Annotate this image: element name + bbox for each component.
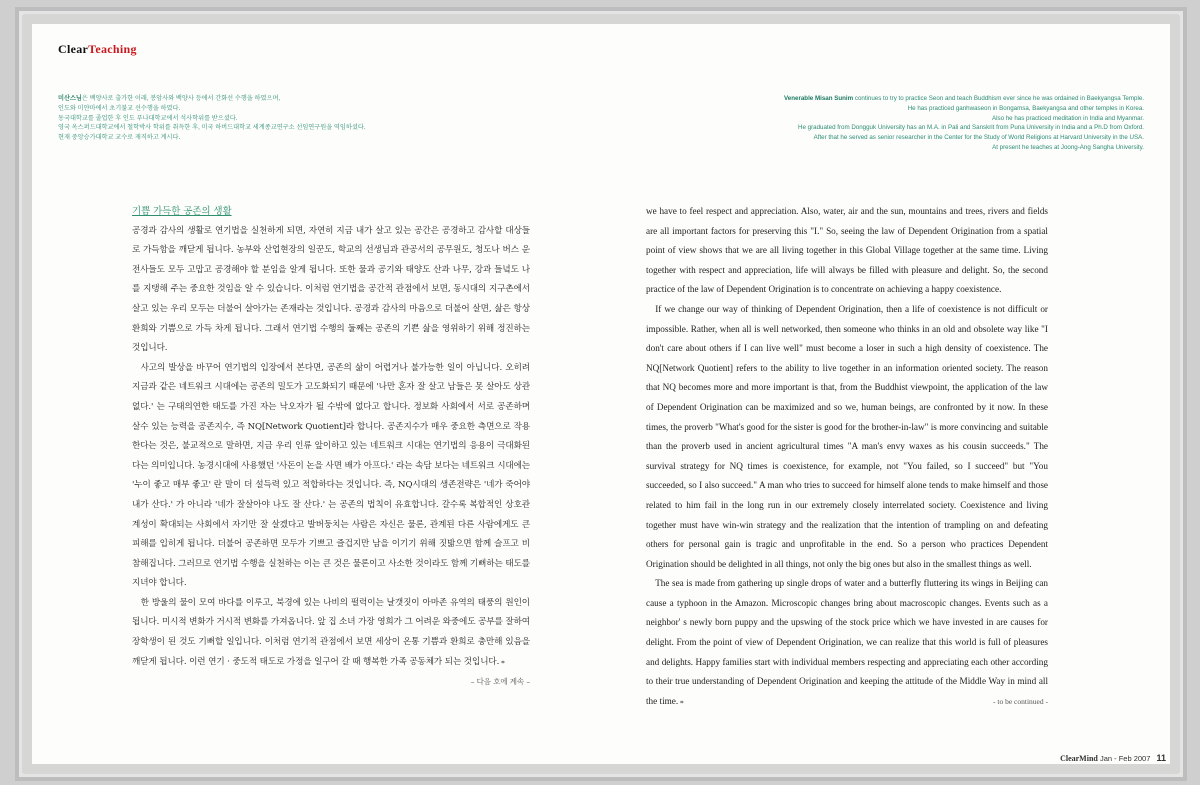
korean-article-column bbox=[132, 202, 530, 692]
korean-section-heading: 기쁨 가득한 공존의 생활 bbox=[132, 206, 232, 217]
bio-en-line: He has practiced ganhwaseon in Bongamsa, Baekyangsa and other temples in Korea. bbox=[907, 104, 1144, 112]
korean-paragraph-text: 한 방울의 물이 모여 바다를 이루고, 북경에 있는 나비의 펄럭이는 날갯짓이 아마존 유역의 태풍의 원인이 됩니다. 미시적 변화가 거시적 변화를 가져옵니다. 앞 집 소녀 가장 영희가 그 어려운 와중에도 공부를 잘하여 장학생이 된 것도 기뻐할 일입니다. 이처럼 연기적 관점에서 보면 세상이 온통 기쁨과 환희로 충만해 있음을 깨닫게 됩니다. 이런 연기 · 중도적 태도로 가정을 일구어 갈 때 행복한 가족 공동체가 되는 것입니다. bbox=[132, 597, 530, 667]
brand-part-1: Clear bbox=[58, 42, 89, 56]
korean-paragraph: 공경과 감사의 생활로 연기법을 실천하게 되면, 자연히 지금 내가 살고 있는 공간은 공경하고 감사할 대상들로 가득함을 깨닫게 됩니다. 농부와 산업현장의 일꾼도, 학교의 선생님과 관공서의 공무원도, 청도나 버스 운전사들도 모두 고맙고 공경해야 할 분임을 알게 됩니다. 또한 물과 공기와 태양도 산과 나무, 강과 들녘도 나를 지탱해 주는 중요한 것임을 알 수 있습니다. 이처럼 연기법을 공간적 관점에서 보면, 동시대의 지구촌에서 살고 있는 우리 모두는 더불어 살아가는 존재라는 것입니다. 공경과 감사의 마음으로 더불어 살면, 삶은 항상 환희와 기쁨으로 가득 차게 됩니다. 그래서 연기법 수행의 둘째는 공존의 기쁜 삶을 영위하기 위해 정진하는 것입니다. bbox=[132, 225, 530, 354]
bio-en-line: At present he teaches at Joong-Ang Sangha University. bbox=[992, 143, 1144, 151]
korean-paragraph: 사고의 발상을 바꾸어 연기법의 입장에서 본다면, 공존의 삶이 어렵거나 불가능한 일이 아닙니다. 오히려 지금과 같은 네트워크 시대에는 공존의 밀도가 고도화되기 때문에 '나만 혼자 잘 살고 남들은 못 살아도 상관없다.' 는 구태의연한 태도를 가진 자는 낙오자가 될 수밖에 없다고 합니다. 정보화 사회에서 서로 공존하며 살수 있는 능력을 공존지수, 즉 NQ[Network Quotient]라 합니다. 공존지수가 매우 중요한 측면으로 작용한다는 것은, 불교적으로 말하면, 지금 우리 인류 앞이하고 있는 네트워크 시대는 연기법의 응용이 극대화된다는 의미입니다. 농경시대에 사용했던 '사돈이 논을 사면 배가 아프다.' 라는 속담 보다는 네트워크 시대에는 '누이 좋고 매부 좋고' 란 말이 더 설득력 있고 적합하다는 것입니다. 즉, NQ시대의 생존전략은 '네가 죽어야 내가 산다.' 가 아니라 '네가 잘살아야 나도 잘 산다.' 는 공존의 법칙이 유효합니다. 갈수록 복합적인 상호관계성이 확대되는 사회에서 자기만 잘 살겠다고 발버둥치는 사람은 자신은 물론, 관계된 다른 사람에게도 큰 피해를 입히게 됩니다. 더불어 공존하면 모두가 기쁘고 즐겁지만 남을 이기기 위해 짓밟으면 함께 슬프고 비참해집니다. 그러므로 연기법 수행을 실천하는 이는 큰 것은 물론이고 사소한 것이라도 함께 기뻐하는 태도를 지녀야 합니다. bbox=[132, 362, 530, 589]
bio-ko-line: 동국대학교를 졸업한 후 인도 푸나대학교에서 석사학위를 받으셨다. bbox=[58, 114, 238, 122]
end-mark-icon: ⌗ bbox=[501, 658, 505, 666]
bio-ko-line: 현재 중앙승가대학교 교수로 재직하고 계시다. bbox=[58, 134, 181, 142]
bio-en-line: After that he served as senior researcher in the Center for the Study of World Religions at Harvard University in the USA. bbox=[813, 134, 1144, 142]
english-continued-note: - to be continued - bbox=[993, 696, 1048, 706]
author-bio-english bbox=[624, 94, 1144, 153]
english-paragraph: If we change our way of thinking of Dependent Origination, then a life of coexistence is not difficult or impossible. Rather, when all is well networked, then someone who thinks in an old and obsolete way like "I don't care about others if I can live well" must become a loser in such a high density of coexistence. The NQ[Network Quotient] refers to the ability to live together in an information oriented society. The reason that NQ becomes more and more important is that, from the Buddhist viewpoint, the application of the law of Dependent Origination can be maximized and so we, human beings, are confronted by it now. In these times, the proverb "What's good for the sister is good for the brother-in-law" is more convincing and suitable than the proverb used in ancient agricultural times "A man's envy waxes as his cousin succeeds." The survival strategy for NQ times is coexistence, for example, not "You failed, so I succeed" but "You succeeded, so I also succeed." A man who tries to succeed for himself alone tends to make himself and those related to him fail in the long run in our extremely closely interrelated society. Coexistence and living together must have win-win strategy and the realization that the intention of trampling on and defeating others for personal gain is tragic and unprofitable in the end. So a person who practices Dependent Origination should be delighted in all things, not only the big ones but also in the smallest things as well. bbox=[646, 303, 1048, 569]
end-mark-icon: ⌗ bbox=[680, 699, 684, 706]
korean-paragraph bbox=[132, 594, 530, 687]
footer-brand: ClearMind bbox=[1060, 754, 1098, 763]
english-paragraph-text: The sea is made from gathering up single drops of water and a butterfly fluttering its wings in Beijing can cause a typhoon in the Amazon. Microscopic changes bring about macroscopic changes. Events such as a neighbor' s newly born puppy and the upswing of the stock price which we have invested in are causes for delight. From the point of view of Dependent Origination, we can realize that this world is full of pleasures and delights. Happy families start with individual members respecting and appreciating each other according to their true understanding of Dependent Origination and keeping the attitude of the Middle Way in mind all the time. bbox=[646, 578, 1048, 706]
bio-en-line: He graduated from Dongguk University has an M.A. in Pali and Sanskrit from Puna University in India and a Ph.D from Oxford. bbox=[798, 124, 1144, 132]
page-number: 11 bbox=[1156, 753, 1166, 763]
page-footer bbox=[1060, 753, 1166, 763]
english-paragraph: we have to feel respect and appreciation. Also, water, air and the sun, mountains and trees, rivers and fields are all important factors for preserving this "I." So, seeing the law of Dependent Origination from a spatial point of view shows that we are all living together in this Global Village together at the same time. Living together with respect and appreciation, life will always be filled with pleasure and delight. So, the second practice of the law of Dependent Origination is to concentrate on achieving a happy coexistence. bbox=[646, 206, 1048, 295]
bio-ko-name: 미산스님 bbox=[58, 95, 82, 102]
bio-ko-line: 영국 옥스퍼드대학교에서 철학박사 학위를 취득한 후, 미국 하버드대학교 세계종교연구소 선임연구원을 역임하셨다. bbox=[58, 124, 366, 132]
bio-en-name: Venerable Misan Sunim bbox=[784, 95, 854, 102]
bio-ko-line: 인도와 미얀마에서 초기불교 선수행을 하였다. bbox=[58, 104, 181, 112]
footer-issue: Jan - Feb 2007 bbox=[1099, 754, 1151, 763]
author-bio-korean bbox=[58, 94, 458, 143]
english-article-column bbox=[646, 202, 1048, 713]
bio-en-line: continues to try to practice Seon and teach Buddhism ever since he was ordained in Baekyangsa Temple. bbox=[853, 95, 1144, 102]
brand-part-2: Teaching bbox=[88, 42, 137, 56]
bio-ko-line: 은 백양사로 출가한 이래, 봉암사와 백양사 등에서 간화선 수행을 하였으며, bbox=[81, 95, 281, 102]
bio-en-line: Also he has practiced meditation in India and Myanmar. bbox=[991, 114, 1144, 122]
section-brand bbox=[58, 42, 137, 57]
korean-continued-note: – 다음 호에 계속 – bbox=[470, 677, 530, 687]
english-paragraph bbox=[646, 574, 1048, 713]
